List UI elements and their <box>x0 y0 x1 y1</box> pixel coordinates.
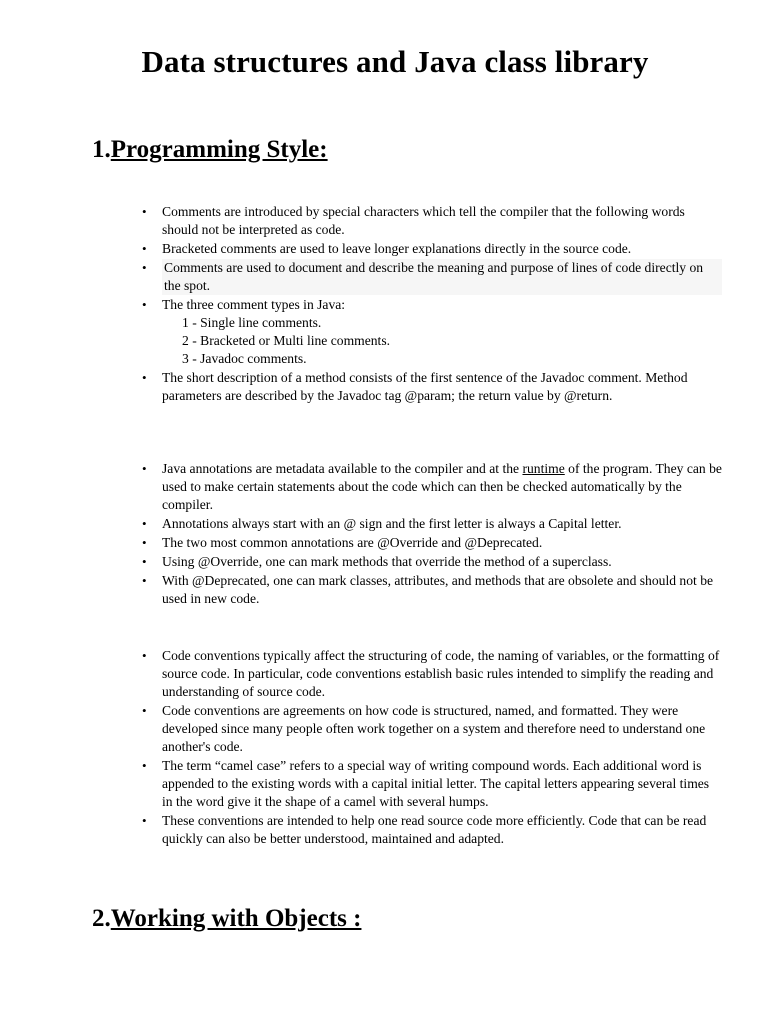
list-item <box>162 296 722 368</box>
section-label: Programming Style: <box>110 136 328 163</box>
sub-item: 2 - Bracketed or Multi line comments. <box>182 333 391 348</box>
list-item <box>162 460 722 514</box>
comment-types-intro: The three comment types in Java: <box>162 297 346 312</box>
section-heading-working-with-objects <box>92 905 361 933</box>
list-item: • These conventions are intended to help one read source code more efficiently. Code that can be read quickly can also be better understood, maintained and adapted. <box>162 812 722 848</box>
comments-bullet-list <box>162 203 722 406</box>
list-item: • With @Deprecated, one can mark classes, attributes, and methods that are obsolete and should not be used in new code. <box>162 572 722 608</box>
runtime-link[interactable]: runtime <box>522 461 565 476</box>
section-heading-programming-style <box>92 136 328 164</box>
section-label: Working with Objects : <box>110 905 362 932</box>
list-item: • Using @Override, one can mark methods that override the method of a superclass. <box>162 553 722 571</box>
list-item: • The two most common annotations are @Override and @Deprecated. <box>162 534 722 552</box>
list-item: • The short description of a method consists of the first sentence of the Javadoc comment. Method parameters are described by the Javadoc tag @param; the return value by @return. <box>162 369 722 405</box>
list-item: • Annotations always start with an @ sign and the first letter is always a Capital letter. <box>162 515 722 533</box>
text: Java annotations are metadata available to the compiler and at the <box>162 461 520 476</box>
sub-item: 1 - Single line comments. <box>182 315 322 330</box>
section-number: 1. <box>92 136 111 163</box>
list-item-highlighted: • Comments are used to document and describe the meaning and purpose of lines of code directly on the spot. <box>162 259 722 295</box>
list-item: • Comments are introduced by special characters which tell the compiler that the following words should not be interpreted as code. <box>162 203 722 239</box>
text: of the program. They can be used to make certain statements about the code which can then be checked automatically by the compiler. <box>162 461 722 512</box>
list-item: • Bracketed comments are used to leave longer explanations directly in the source code. <box>162 240 722 258</box>
sub-item: 3 - Javadoc comments. <box>182 351 307 366</box>
list-item: • The term “camel case” refers to a special way of writing compound words. Each additional word is appended to the existing words with a capital initial letter. The capital letters appearing several times in the word give it the shape of a camel with several humps. <box>162 757 722 811</box>
page-title: Data structures and Java class library <box>141 44 649 79</box>
annotations-bullet-list <box>162 460 722 609</box>
code-conventions-bullet-list <box>162 647 722 849</box>
list-item: • Code conventions typically affect the structuring of code, the naming of variables, or the formatting of source code. In particular, code conventions establish basic rules intended to simplify the reading and understanding of source code. <box>162 647 722 701</box>
list-item: • Code conventions are agreements on how code is structured, named, and formatted. They were developed since many people often work together on a system and therefore need to understand one another's code. <box>162 702 722 756</box>
section-number: 2. <box>92 905 111 932</box>
